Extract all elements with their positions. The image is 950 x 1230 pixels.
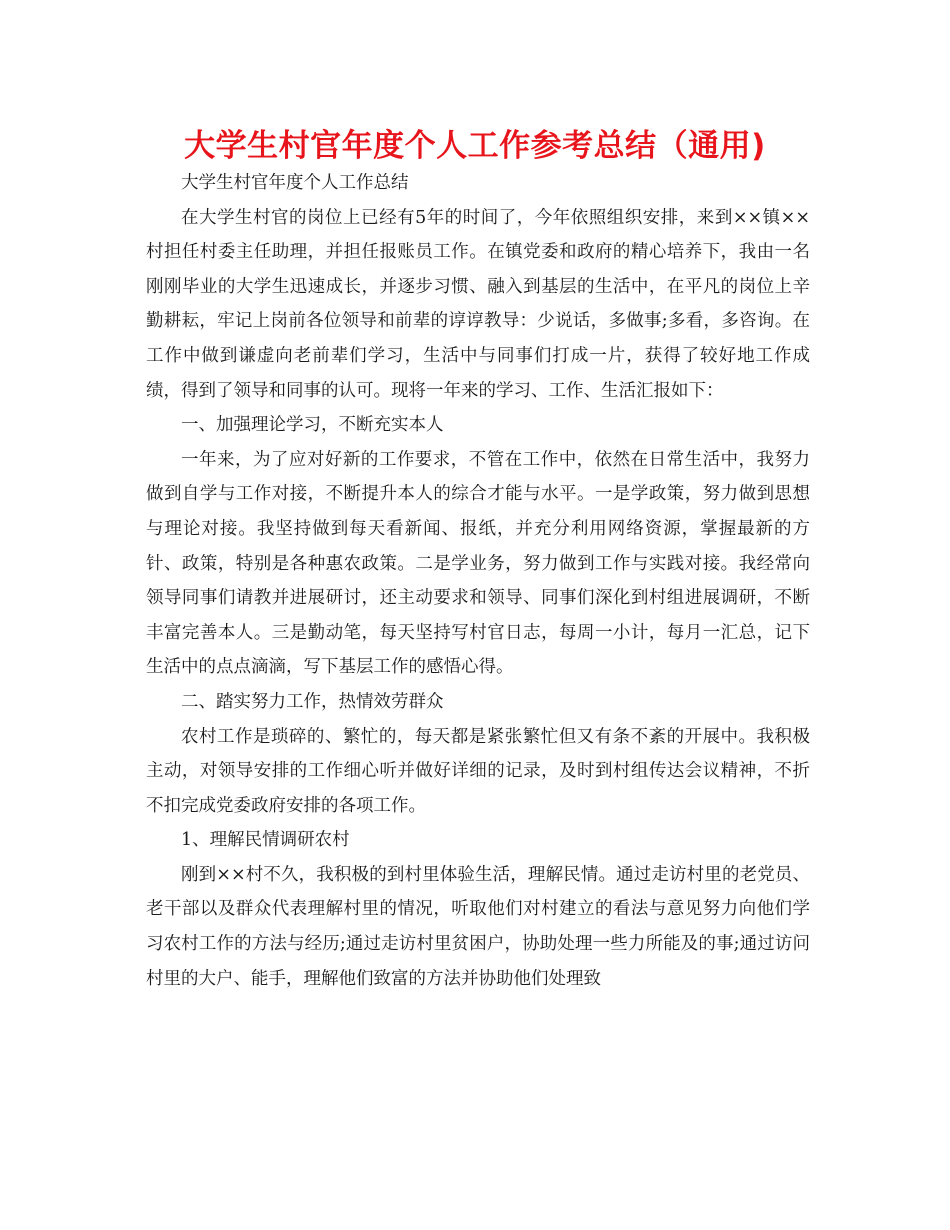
subsection-heading-1: 1、理解民情调研农村 xyxy=(181,830,350,851)
section-2-paragraph: 农村工作是琐碎的、繁忙的，每天都是紧张繁忙但又有条不紊的开展中。我积极主动，对领导安排的工作细心听并做好详细的记录，及时到村组传达会议精神，不折不扣完成党委政府安排的各项工作。 xyxy=(146,726,810,816)
section-heading-1: 一、加强理论学习，不断充实本人 xyxy=(181,415,444,436)
subsection-1-paragraph: 刚到××村不久，我积极的到村里体验生活，理解民情。通过走访村里的老党员、老干部以及群众代表理解村里的情况，听取他们对村建立的看法与意见努力向他们学习农村工作的方法与经历;通过走访村里贫困户，协助处理一些力所能及的事;通过访问村里的大户、能手，理解他们致富的方法并协助他们处理致 xyxy=(146,864,810,989)
section-heading-2: 二、踏实努力工作，热情效劳群众 xyxy=(181,691,444,712)
document-title: 大学生村官年度个人工作参考总结（通用) xyxy=(184,128,766,164)
document-body xyxy=(146,166,810,996)
subtitle-paragraph: 大学生村官年度个人工作总结 xyxy=(181,173,409,193)
intro-paragraph: 在大学生村官的岗位上已经有5年的时间了，今年依照组织安排，来到××镇××村担任村委主任助理，并担任报账员工作。在镇党委和政府的精心培养下，我由一名刚刚毕业的大学生迅速成长，并逐步习惯、融入到基层的生活中，在平凡的岗位上辛勤耕耘，牢记上岗前各位领导和前辈的谆谆教导：少说话，多做事;多看，多咨询。在工作中做到谦虚向老前辈们学习，生活中与同事们打成一片，获得了较好地工作成绩，得到了领导和同事的认可。现将一年来的学习、工作、生活汇报如下： xyxy=(146,207,810,401)
section-1-paragraph: 一年来，为了应对好新的工作要求，不管在工作中，依然在日常生活中，我努力做到自学与工作对接，不断提升本人的综合才能与水平。一是学政策，努力做到思想与理论对接。我坚持做到每天看新闻、报纸，并充分利用网络资源，掌握最新的方针、政策，特别是各种惠农政策。二是学业务，努力做到工作与实践对接。我经常向领导同事们请教并进展研讨，还主动要求和领导、同事们深化到村组进展调研，不断丰富完善本人。三是勤动笔，每天坚持写村官日志，每周一小计，每月一汇总，记下生活中的点点滴滴，写下基层工作的感悟心得。 xyxy=(146,449,810,678)
